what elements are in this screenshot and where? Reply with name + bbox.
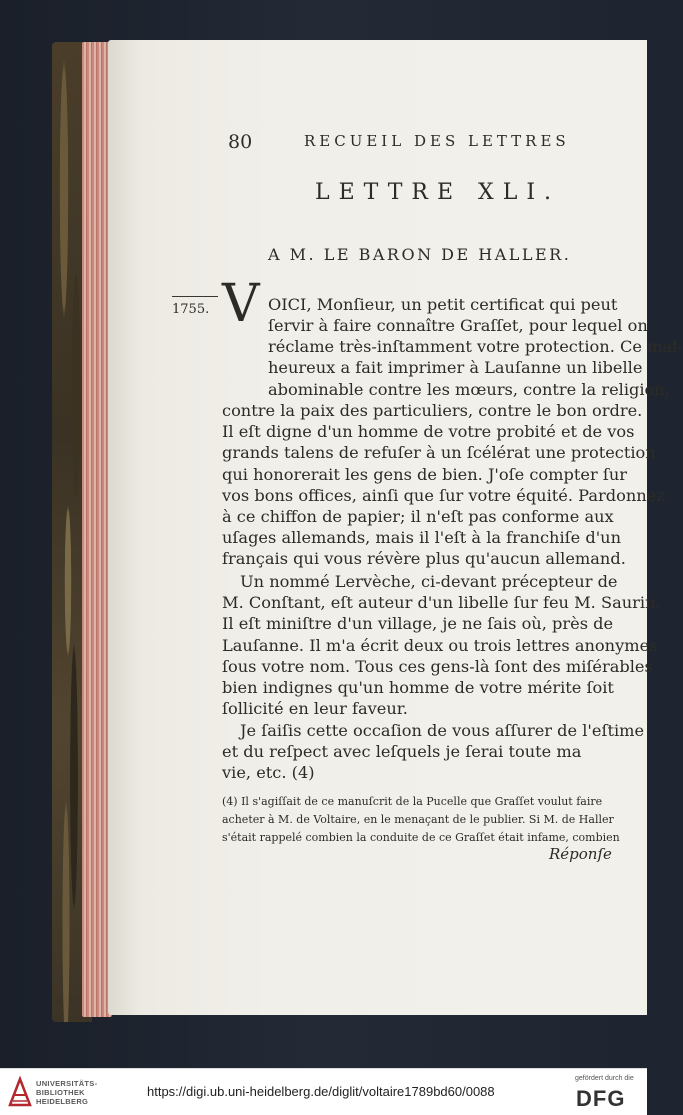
first-line <box>268 294 626 315</box>
permalink-url[interactable]: https://digi.ub.uni-heidelberg.de/diglit/voltaire1789bd60/0088 <box>147 1084 495 1099</box>
library-name-line: BIBLIOTHEK <box>36 1088 85 1097</box>
page-number: 80 <box>228 131 253 153</box>
text-line: français qui vous révère plus qu'aucun allemand. <box>222 549 626 569</box>
running-head: RECUEIL DES LETTRES <box>304 132 570 150</box>
text-line: contre la paix des particuliers, contre le bon ordre. <box>222 401 643 420</box>
drop-cap: V <box>222 274 260 334</box>
text-line: qui honorerait les gens de bien. J'oſe compter ſur <box>222 464 627 484</box>
sponsor-label: gefördert durch die <box>575 1075 634 1082</box>
text-line: et du reſpect avec leſquels je ſerai toute ma <box>222 742 582 762</box>
text-line: Il eſt miniſtre d'un village, je ne ſais où, près de <box>222 614 614 634</box>
text-line: OICI, Monſieur, un petit certificat qui peut <box>268 295 618 314</box>
margin-rule <box>172 296 218 297</box>
text-line: ſervir à faire connaître Graſſet, pour lequel on <box>268 316 648 335</box>
library-name-line: UNIVERSITÄTS- <box>36 1079 98 1088</box>
text-line: heureux a fait imprimer à Lauſanne un libelle <box>268 358 643 378</box>
footnote <box>222 793 626 847</box>
text-line: bien indignes qu'un homme de votre mérite ſoit <box>222 677 614 697</box>
university-seal-icon <box>8 1077 32 1107</box>
text-line: Lauſanne. Il m'a écrit deux ou trois lettres anonymes <box>222 635 658 655</box>
paragraph-3 <box>222 720 645 784</box>
paragraph-2 <box>222 571 661 719</box>
margin-year: 1755. <box>172 302 210 317</box>
footnote-line: acheter à M. de Voltaire, en le menaçant de le publier. Si M. de Haller <box>222 813 614 826</box>
text-line: à ce chiffon de papier; il n'eſt pas conforme aux <box>222 506 614 526</box>
footnote-line: (4) Il s'agiſſait de ce manuſcrit de la Pucelle que Graſſet voulut faire <box>222 795 603 808</box>
footnote-line: s'était rappelé combien la conduite de ce Graſſet était infame, combien <box>222 831 620 844</box>
text-line: Je ſaiſis cette occaſion de vous aſſurer de l'eſtime <box>240 721 645 740</box>
catchword: Réponſe <box>549 845 612 863</box>
text-line: uſages allemands, mais il l'eſt à la franchiſe d'un <box>222 528 622 548</box>
viewer-footer <box>0 1068 647 1115</box>
letter-addressee: A M. LE BARON DE HALLER. <box>268 245 572 264</box>
paragraph-1 <box>222 400 665 570</box>
text-line: grands talens de refuſer à un ſcélérat une protection <box>222 443 656 463</box>
book-page <box>108 40 683 1015</box>
text-line: abominable contre les mœurs, contre la religion, <box>268 379 670 399</box>
library-name[interactable] <box>36 1079 97 1106</box>
text-line: vie, etc. (4) <box>222 763 315 783</box>
library-name-line: HEIDELBERG <box>36 1097 89 1106</box>
paragraph-1-start <box>268 315 683 400</box>
text-line: ſous votre nom. Tous ces gens-là ſont des miſérables <box>222 656 653 676</box>
text-line: vos bons offices, ainſi que ſur votre équité. Pardonnez <box>222 485 665 505</box>
text-line: ſollicité en leur faveur. <box>222 699 408 719</box>
text-line: réclame très-inſtamment votre protection. Ce mal- <box>268 337 683 357</box>
text-line: Il eſt digne d'un homme de votre probité et de vos <box>222 422 635 442</box>
dfg-logo[interactable]: DFG <box>576 1086 626 1111</box>
letter-title: LETTRE XLI. <box>315 180 560 205</box>
text-line: M. Conſtant, eſt auteur d'un libelle ſur feu M. Saurin. <box>222 593 661 613</box>
text-line: Un nommé Lervèche, ci-devant précepteur de <box>240 572 618 591</box>
